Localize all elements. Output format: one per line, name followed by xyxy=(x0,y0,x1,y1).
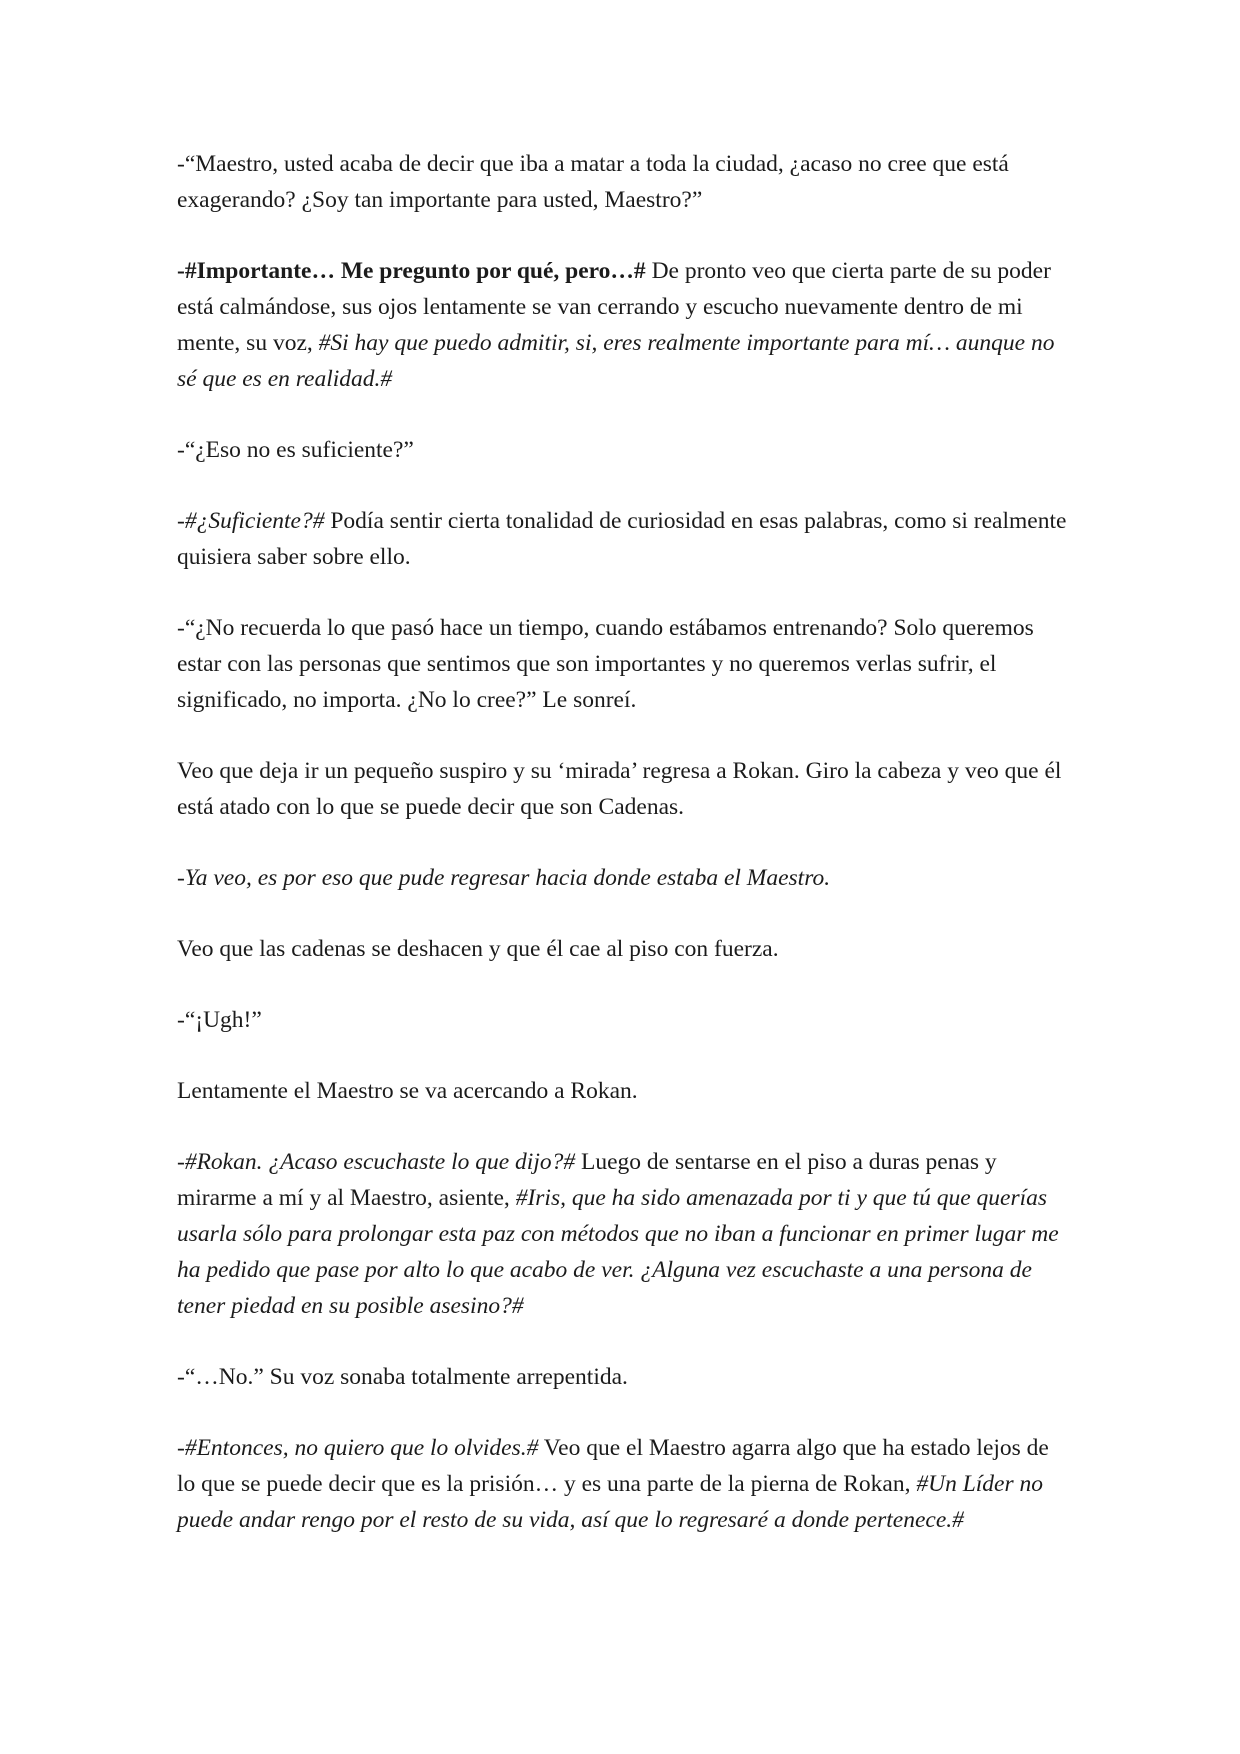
paragraph xyxy=(177,610,1067,718)
italic-text-segment: -Ya veo, es por eso que pude regresar hacia donde estaba el Maestro. xyxy=(177,865,831,891)
paragraph xyxy=(177,753,1067,825)
text-segment: Lentamente el Maestro se va acercando a Rokan. xyxy=(177,1078,638,1104)
text-segment: -“Maestro, usted acaba de decir que iba a matar a toda la ciudad, ¿acaso no cree que está exagerando? ¿Soy tan importante para usted, Maestro?” xyxy=(177,151,1009,213)
text-segment: -“¿No recuerda lo que pasó hace un tiempo, cuando estábamos entrenando? Solo queremos estar con las personas que sentimos que son importantes y no queremos verlas sufrir, el significado, no importa. ¿No lo cree?” Le sonreí. xyxy=(177,615,1034,713)
text-segment: Veo que las cadenas se deshacen y que él cae al piso con fuerza. xyxy=(177,936,779,962)
text-segment: Podía sentir cierta tonalidad de curiosidad en esas palabras, como si realmente quisiera saber sobre ello. xyxy=(177,508,1067,570)
text-segment: De pronto veo que cierta parte de su poder está calmándose, sus ojos lentamente se van cerrando y escucho nuevamente dentro de mi mente, su voz, xyxy=(177,258,1051,356)
paragraph xyxy=(177,253,1067,397)
paragraph xyxy=(177,1144,1067,1324)
text-segment: Veo que deja ir un pequeño suspiro y su ‘mirada’ regresa a Rokan. Giro la cabeza y veo que él está atado con lo que se puede decir que son Cadenas. xyxy=(177,758,1062,820)
italic-text-segment: -#Rokan. ¿Acaso escuchaste lo que dijo?# xyxy=(177,1149,576,1175)
bold-text-segment: -#Importante… Me pregunto por qué, pero…# xyxy=(177,258,646,284)
paragraph xyxy=(177,860,1067,896)
paragraph xyxy=(177,1002,1067,1038)
text-segment: -“¡Ugh!” xyxy=(177,1007,262,1033)
paragraph xyxy=(177,1073,1067,1109)
paragraph xyxy=(177,432,1067,468)
paragraph xyxy=(177,931,1067,967)
text-segment: Veo que el Maestro agarra algo que ha estado lejos de lo que se puede decir que es la prisión… y es una parte de la pierna de Rokan, xyxy=(177,1435,1049,1497)
paragraph xyxy=(177,1359,1067,1395)
paragraph xyxy=(177,503,1067,575)
italic-text-segment: #Si hay que puedo admitir, si, eres realmente importante para mí… aunque no sé que es en realidad.# xyxy=(177,330,1055,392)
paragraph xyxy=(177,1430,1067,1538)
text-segment: -“¿Eso no es suficiente?” xyxy=(177,437,414,463)
paragraph xyxy=(177,146,1067,218)
text-segment: -“…No.” Su voz sonaba totalmente arrepentida. xyxy=(177,1364,628,1390)
italic-text-segment: #Iris, que ha sido amenazada por ti y que tú que querías usarla sólo para prolongar esta paz con métodos que no iban a funcionar en primer lugar me ha pedido que pase por alto lo que acabo de ver. ¿Alguna vez escuchaste a una persona de tener piedad en su posible asesino?# xyxy=(177,1185,1059,1319)
italic-text-segment: -#¿Suficiente?# xyxy=(177,508,325,534)
document-page xyxy=(177,146,1067,1573)
text-segment: Luego de sentarse en el piso a duras penas y mirarme a mí y al Maestro, asiente, xyxy=(177,1149,997,1211)
italic-text-segment: -#Entonces, no quiero que lo olvides.# xyxy=(177,1435,539,1461)
italic-text-segment: #Un Líder no puede andar rengo por el resto de su vida, así que lo regresaré a donde pertenece.# xyxy=(177,1471,1043,1533)
